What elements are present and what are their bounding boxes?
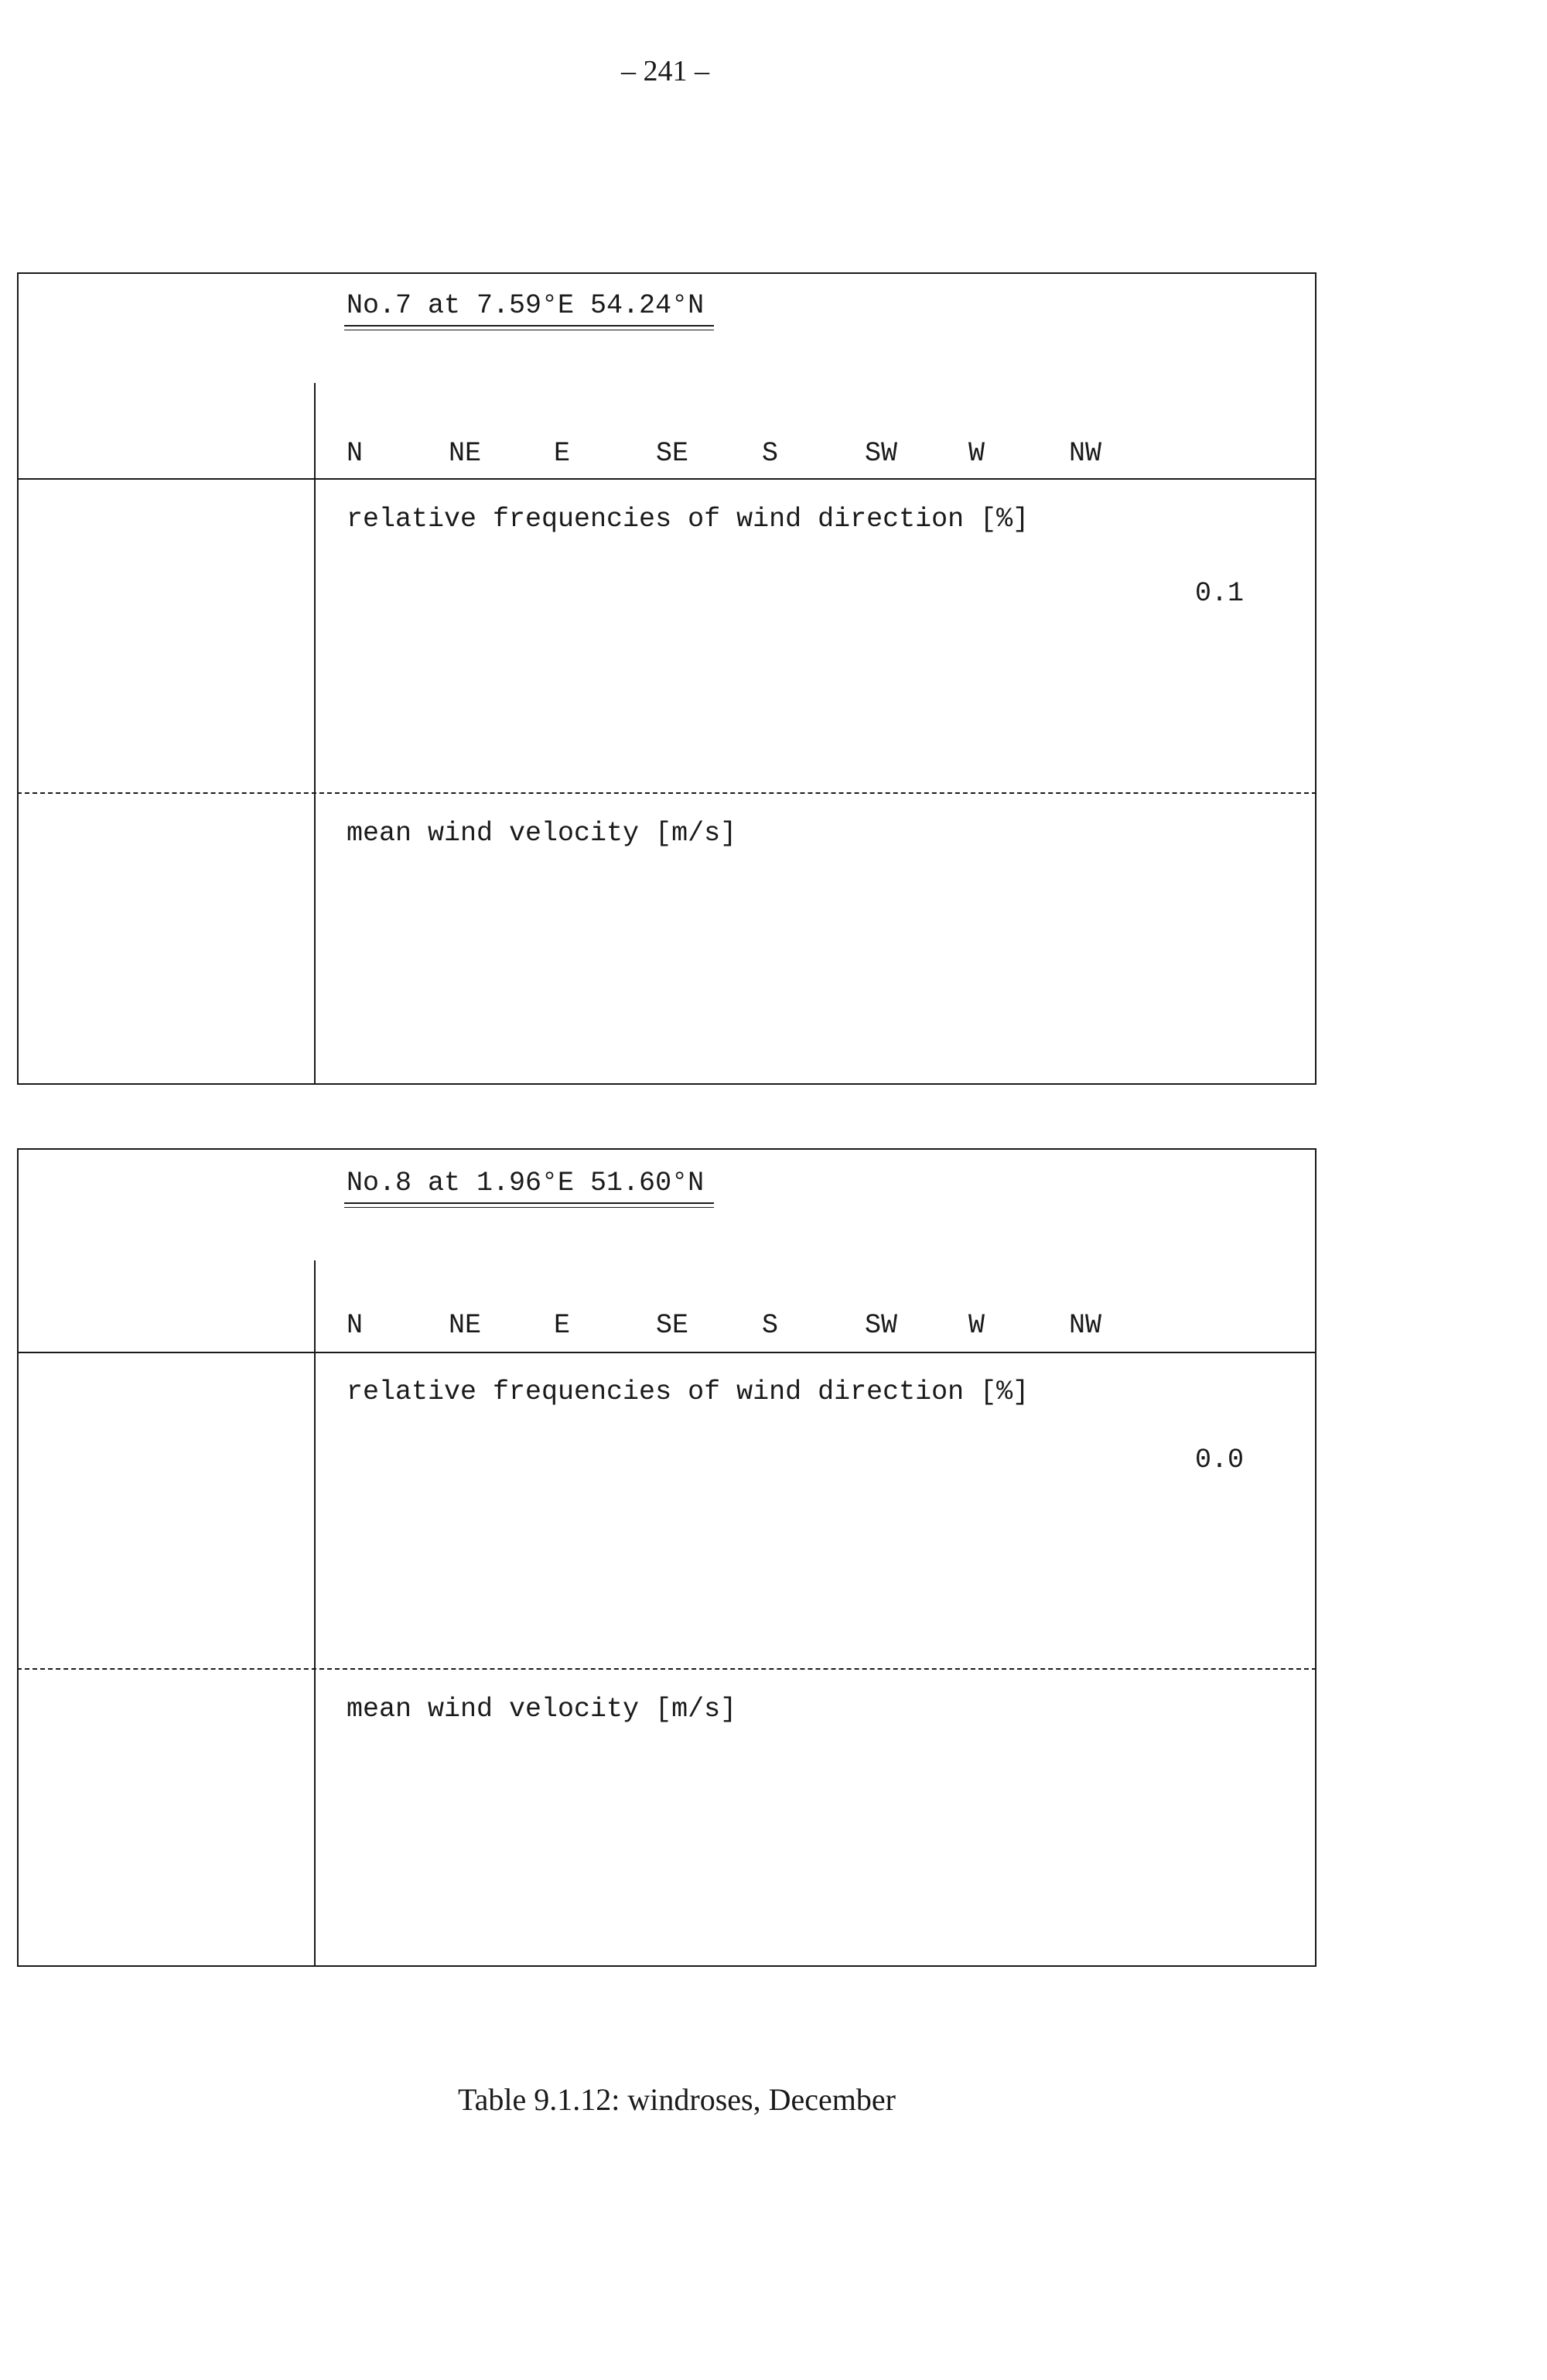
station-title: No.8 at 1.96°E 51.60°N [347, 1168, 705, 1199]
calm-value: 0.0 [1195, 1445, 1245, 1476]
direction-sw: SW [865, 438, 898, 469]
direction-n: N [347, 438, 364, 469]
mean-section-title: mean wind velocity [m/s] [347, 1694, 737, 1725]
table-frame [17, 1148, 1316, 1967]
page-number: – 241 – [621, 55, 709, 87]
table-caption: Table 9.1.12: windroses, December [458, 2082, 896, 2117]
section-separator [17, 1668, 1316, 1670]
direction-nw: NW [1069, 438, 1102, 469]
direction-s: S [762, 438, 779, 469]
table-frame [17, 272, 1316, 1085]
freq-section-title: relative frequencies of wind direction [%] [347, 1376, 1030, 1407]
direction-sw: SW [865, 1310, 898, 1341]
station-title: No.7 at 7.59°E 54.24°N [347, 290, 705, 321]
header-rule [17, 1352, 1316, 1353]
direction-ne: NE [449, 438, 482, 469]
freq-section-title: relative frequencies of wind direction [%] [347, 504, 1030, 535]
direction-e: E [554, 438, 571, 469]
direction-ne: NE [449, 1310, 482, 1341]
direction-w: W [968, 438, 985, 469]
section-separator [17, 792, 1316, 794]
direction-n: N [347, 1310, 364, 1341]
direction-se: SE [656, 1310, 689, 1341]
calm-value: 0.1 [1195, 578, 1245, 609]
mean-section-title: mean wind velocity [m/s] [347, 818, 737, 849]
column-divider [314, 1260, 316, 1967]
direction-nw: NW [1069, 1310, 1102, 1341]
title-underline [344, 325, 714, 327]
direction-se: SE [656, 438, 689, 469]
direction-e: E [554, 1310, 571, 1341]
direction-w: W [968, 1310, 985, 1341]
direction-s: S [762, 1310, 779, 1341]
title-underline [344, 1207, 714, 1208]
title-underline [344, 1202, 714, 1204]
column-divider [314, 383, 316, 1085]
header-rule [17, 478, 1316, 480]
